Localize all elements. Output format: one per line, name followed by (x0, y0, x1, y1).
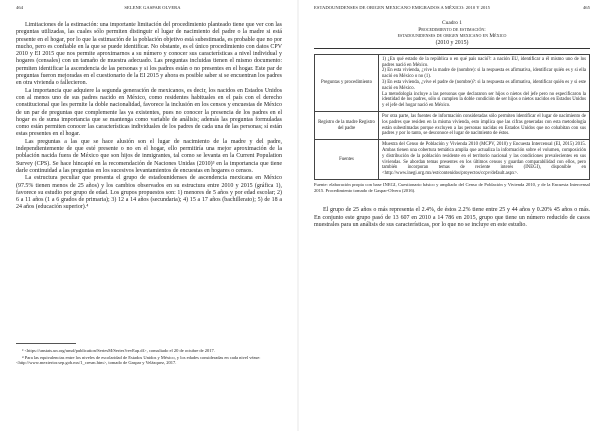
fuentes-text: Muestra del Censo de Población y Vivienda 2010 (MCPV, 2010) y Encuesta Intercensal (EI, 2015) 2015. Ambas tienen una cobertura temática amplia que actualiza la información sobre el volumen, composición y distribución de la población residente en el territorio nacional y las condiciones prevalecientes en sus viviendas. Se abordan temas presentes en los últimos censos y guardan comparabilidad con ellos, pero también incorporan temas de reciente interés (INEGI), disponible en <http://www.inegi.org.mx/est/contenidos/proyectos/ccpv/default.aspx>. (382, 142, 586, 177)
footnote-3: ³ <https://unstats.un.org/unsd/publication/SeriesM/Series?revEap.df>, consultado el 20 de octubre de 2017. (22, 348, 215, 353)
pregunta-1: 1) ¿En qué estado de la república o en qué país nació?: a nación EU, identificar a él mismo uno de los padres nació en México. (382, 56, 586, 68)
cuadro-heading (314, 20, 590, 40)
cuadro-label: Cuadro 1 (442, 20, 462, 26)
footnote-4: ⁴ Para las equivalencias entre los niveles de escolaridad de Estados Unidos y México, y los edades consideradas en cada nivel véase: <http://www.mexterior.sep.gob.mx/1_cresm.htm>, tomado de Gaspar y Velázquez, 2017. (16, 354, 261, 366)
right-page-number: 465 (582, 5, 590, 10)
footnote-rule (16, 343, 76, 347)
left-body-text (16, 22, 282, 212)
footnotes (16, 348, 282, 367)
cuadro-title-line-1: Procedimiento de estimación: (418, 26, 486, 33)
right-body-text (314, 207, 590, 229)
row-label-registro: Registro de la madre Registro del padre (315, 111, 379, 139)
page-gutter (297, 0, 299, 431)
table-row (315, 54, 590, 111)
cuadro-rule (314, 48, 590, 49)
left-running-title: SELENE GASPAR OLVERA (124, 5, 181, 10)
pregunta-3: 3) En esta vivienda, ¿vive el padre de (nombre)?: si la respuesta es afirmativa, identificar quién es y si este nació en México. (382, 79, 586, 91)
table-row (315, 140, 590, 180)
registro-text: Por otra parte, las fuentes de información consideradas sólo permiten identificar el lugar de nacimiento de los padres que residen en la misma vivienda, esto implica que las cifras generadas con esta metodología están subestimadas porque excluyen a las personas nacidas en Estados Unidos que no cohabitan con sus padres y por lo tanto, se desconoce el lugar de nacimiento de éstos. (382, 113, 586, 137)
right-page (300, 0, 600, 431)
left-page-number: 464 (16, 5, 24, 10)
paragraph-limitaciones: Limitaciones de la estimación: una importante limitación del procedimiento planteado tiene que ver con las preguntas utilizadas, las cuales sólo permiten distinguir el lugar de nacimiento del padre o la madre si está presente en el hogar, por lo que la estimación de la población objetivo está subestimada, es probable que no por mucho, pero es confiable en la que se puede identificar. No obstante, es el único procedimiento con datos CPV 2010 y EI 2015 que nos permite aproximarnos a su número y conocer sus características a nivel individual y hogares (censales) con un tamaño de muestra adecuado. Las preguntas incluidas tienen el mismo documento: permiten identificar la ascendencia de las personas y si los padres están o no presentes en el hogar. Este par de preguntas fueron mejoradas en el cuestionario de la EI 2015 y ahora es posible saber si se encuentran los padres en otra vivienda o fallecieron. (16, 22, 282, 87)
metodologia-text: La metodología incluye a las personas que declararon ser hijos o nietos del jefe pero no especificaron la identidad de los padres, sólo si cumplen la doble condición de ser hijos o nietos nacidos en Estados Unidos y el jefe del hogar nació en México. (382, 91, 586, 109)
table-row (315, 111, 590, 139)
cuadro-years: (2010 y 2015) (435, 39, 469, 46)
paragraph-importancia: La importancia que adquiere la segunda generación de mexicanos, es decir, los nacidos en Estados Unidos con al menos uno de sus padres nacido en México, como residentes habituales en el país con el derecho constitucional que les permite la doble nacionalidad, favorece la inclusión en los censos y encuestas de México de un par de preguntas que complemente las ya existentes, pues no conocer la presencia de los padres en el hogar es de suma importancia que se mantenga como variable de análisis; además las preguntas formuladas como están permiten conocer las características individuales de los padres de cada una de las personas; sí están estas presentes en el hogar. (16, 87, 282, 138)
right-running-head (314, 3, 590, 12)
row-content-registro (379, 111, 590, 139)
row-content-fuentes (379, 140, 590, 180)
right-running-title: ESTADOUNIDENSES DE ORIGEN MEXICANO EMIGRADOS A MÉXICO: 2010 Y 2015 (314, 5, 491, 10)
paragraph-grupo-25: El grupo de 25 años o más representa el 2.4%, de éstos 2.2% tiene entre 25 y 44 años y 0.20% 45 años o más. En conjunto este grupo pasó de 13 607 en 2010 a 14 786 en 2015, grupo que tiene un número reducido de casos muestrales para un análisis de sus características, por lo que no se incluye en este estudio. (314, 207, 590, 228)
paragraph-preguntas: Las preguntas a las que se hace alusión son el lugar de nacimiento de la madre y del padre, independientemente de que esté presente o no en el hogar, ello permitiría una mejor aproximación de la población nacida fuera de México que son hijos de inmigrantes, tal como se levanta en la Current Population Survey (CPS). Se hace hincapié en la recomendación de Naciones Unidas (2010)³ en la importancia que tiene darle continuidad a las preguntas en los sucesivos levantamientos de encuestas en hogares o censos. (16, 138, 282, 174)
row-content-preguntas (379, 54, 590, 111)
pregunta-2: 2) En esta vivienda, ¿vive la madre de (nombre): si la respuesta es afirmativa, identificar quién es y si ella nació en México o no (1). (382, 68, 586, 80)
row-label-fuentes: Fuentes (315, 140, 379, 180)
cuadro-table (314, 54, 590, 180)
paragraph-estructura: La estructura peculiar que presenta el grupo de estadounidenses de ascendencia mexicana en México (97.5% tienen menos de 25 años) y los cambios observados en su estructura entre 2010 y 2015 (gráfica 1), favorece su estudio por grupo de edad. Los grupos propuestos son: 1) menores de 5 años y por edad escolar; 2) 6 a 11 años (1 a 6 grados de primaria); 3) 12 a 14 años (secundaria); 4) 15 a 17 años (bachillerato); 5) de 18 a 24 años (educación superior).⁴ (16, 175, 282, 211)
cuadro-title-line-2: estadounidenses de origen mexicano en México (397, 33, 507, 40)
left-running-head (16, 3, 282, 12)
row-label-preguntas: Preguntas y procedimiento (315, 54, 379, 111)
left-page (0, 0, 296, 431)
cuadro-fuente: Fuente: elaboración propia con base INEGI, Cuestionario básico y ampliado del Censo de Población y Vivienda 2010, y de la Encuesta Intercensal 2015. Procedimiento tomado de Gaspar-Olvera (2016). (314, 181, 590, 193)
